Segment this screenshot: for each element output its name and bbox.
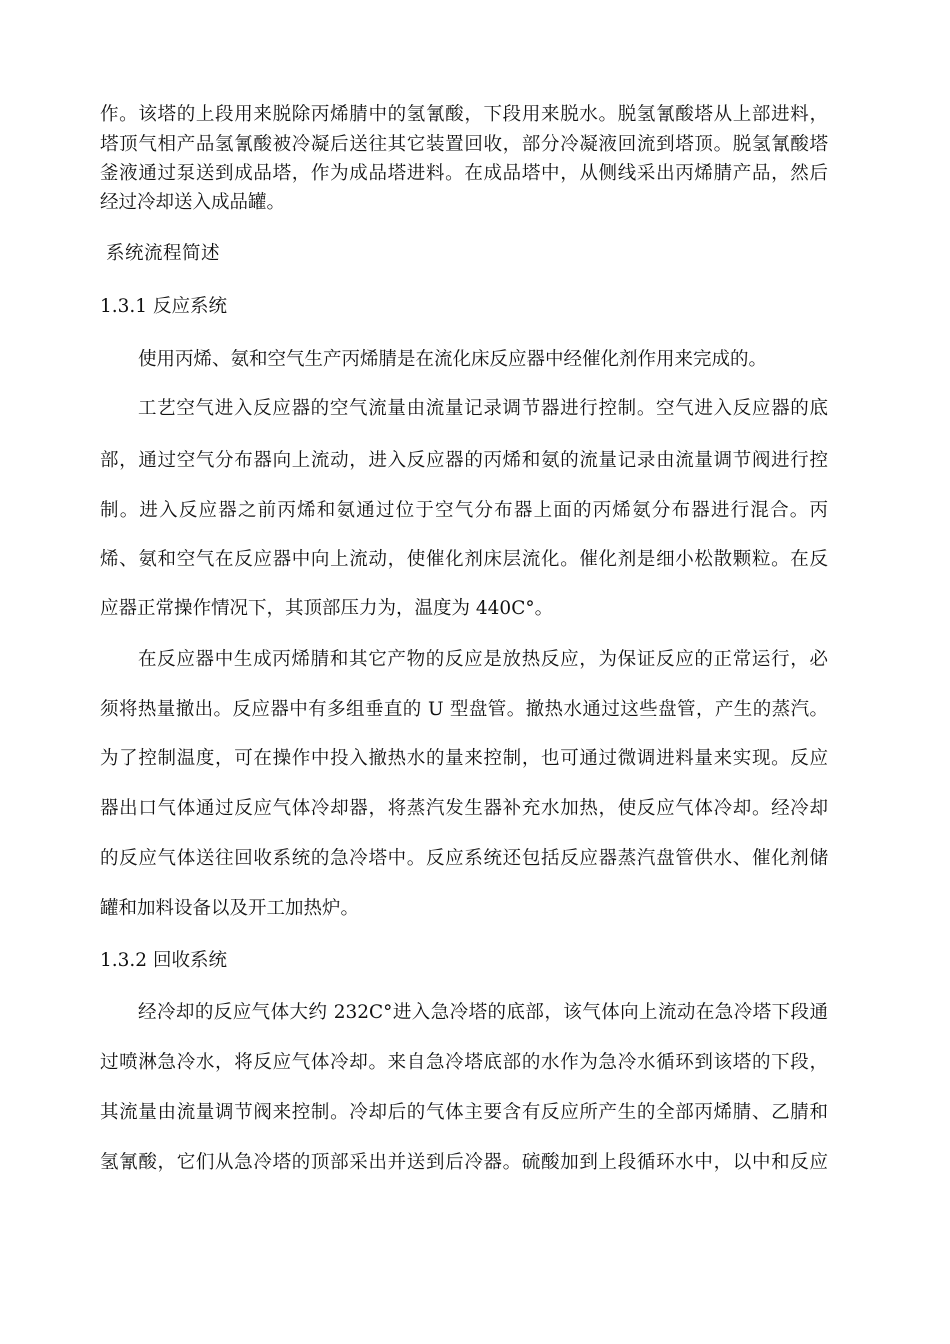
reaction-para3-line-4: 器出口气体通过反应气体冷却器，将蒸汽发生器补充水加热，使反应气体冷却。经冷却 xyxy=(100,798,828,819)
reaction-para3-line-6: 罐和加料设备以及开工加热炉。 xyxy=(100,898,360,919)
intro-line-4: 经过冷却送入成品罐。 xyxy=(100,192,286,213)
reaction-para2-line-3: 制。进入反应器之前丙烯和氨通过位于空气分布器上面的丙烯氨分布器进行混合。丙 xyxy=(100,500,828,521)
subsection-title-reaction: 1.3.1 反应系统 xyxy=(100,296,227,317)
reaction-para2-line-5: 应器正常操作情况下，其顶部压力为，温度为 440C°。 xyxy=(100,598,554,619)
intro-line-3: 釜液通过泵送到成品塔，作为成品塔进料。在成品塔中，从侧线采出丙烯腈产品，然后 xyxy=(100,163,828,184)
reaction-para3-line-5: 的反应气体送往回收系统的急冷塔中。反应系统还包括反应器蒸汽盘管供水、催化剂储 xyxy=(100,848,828,869)
reaction-para2-line-4: 烯、氨和空气在反应器中向上流动，使催化剂床层流化。催化剂是细小松散颗粒。在反 xyxy=(100,549,828,570)
intro-line-2: 塔顶气相产品氢氰酸被冷凝后送往其它装置回收，部分冷凝液回流到塔顶。脱氢氰酸塔 xyxy=(100,134,828,155)
reaction-para3-line-3: 为了控制温度，可在操作中投入撤热水的量来控制，也可通过微调进料量来实现。反应 xyxy=(100,748,828,769)
reaction-para3-line-2: 须将热量撤出。反应器中有多组垂直的 U 型盘管。撤热水通过这些盘管，产生的蒸汽。 xyxy=(100,699,828,720)
intro-line-1: 作。该塔的上段用来脱除丙烯腈中的氢氰酸，下段用来脱水。脱氢氰酸塔从上部进料， xyxy=(100,104,828,125)
recovery-para1-line-4: 氢氰酸，它们从急冷塔的顶部采出并送到后冷器。硫酸加到上段循环水中，以中和反应 xyxy=(100,1152,828,1173)
recovery-para1-line-3: 其流量由流量调节阀来控制。冷却后的气体主要含有反应所产生的全部丙烯腈、乙腈和 xyxy=(100,1102,828,1123)
section-title: 系统流程简述 xyxy=(106,243,221,264)
recovery-para1-line-2: 过喷淋急冷水，将反应气体冷却。来自急冷塔底部的水作为急冷水循环到该塔的下段， xyxy=(100,1052,828,1073)
reaction-para1-line-1: 使用丙烯、氨和空气生产丙烯腈是在流化床反应器中经催化剂作用来完成的。 xyxy=(138,349,768,370)
reaction-para3-line-1: 在反应器中生成丙烯腈和其它产物的反应是放热反应，为保证反应的正常运行，必 xyxy=(138,649,828,670)
reaction-para2-line-1: 工艺空气进入反应器的空气流量由流量记录调节器进行控制。空气进入反应器的底 xyxy=(138,398,828,419)
reaction-para2-line-2: 部，通过空气分布器向上流动，进入反应器的丙烯和氨的流量记录由流量调节阀进行控 xyxy=(100,450,828,471)
recovery-para1-line-1: 经冷却的反应气体大约 232C°进入急冷塔的底部，该气体向上流动在急冷塔下段通 xyxy=(138,1002,828,1023)
subsection-title-recovery: 1.3.2 回收系统 xyxy=(100,950,227,971)
